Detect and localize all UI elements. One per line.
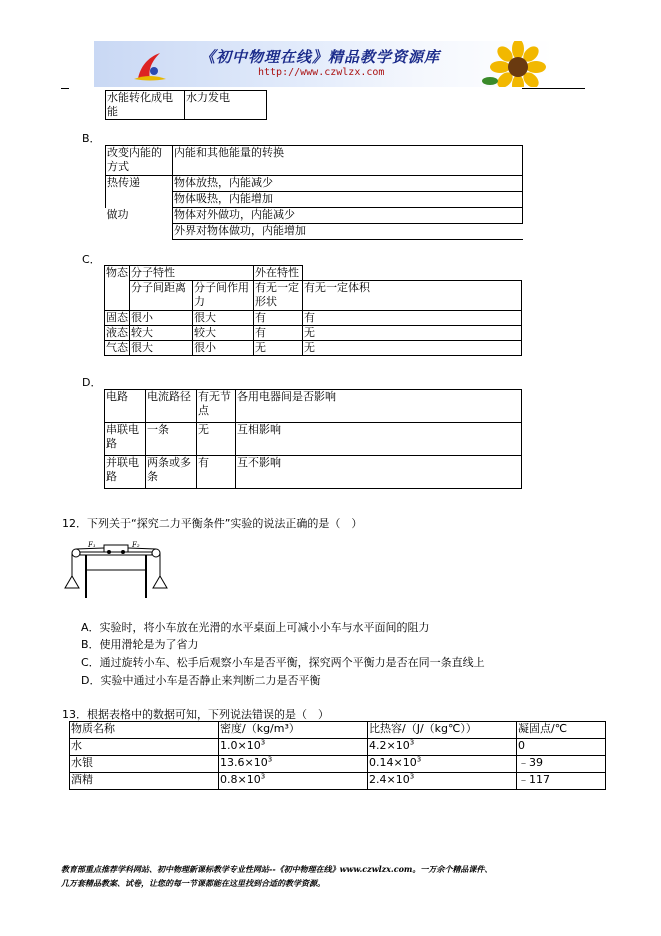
- table-cell: 有无节点: [197, 390, 236, 423]
- table-cell: $4.2\times 10^3$: [368, 739, 517, 756]
- table-cell: 有: [303, 311, 522, 326]
- question-12-option-d: D．实验中通过小车是否静止来判断二力是否平衡: [81, 674, 321, 687]
- table-cell: 有: [254, 311, 303, 326]
- table-cell: 有无一定形状: [254, 281, 303, 311]
- table-header-cell: 凝固点/℃: [517, 722, 606, 739]
- table-cell: 很大: [193, 311, 254, 326]
- table-cell: 互不影响: [236, 456, 522, 489]
- option-b-label: B．: [82, 132, 101, 145]
- table-cell: $0.14\times 10^3$: [368, 756, 517, 773]
- table-cell: 热传递: [106, 176, 173, 208]
- table-header-cell: 密度/（kg/m³）: [219, 722, 368, 739]
- table-cell: 液态: [106, 326, 128, 339]
- question-13-table: [69, 721, 606, 790]
- table-cell: 无: [197, 423, 236, 456]
- question-12-stem: 12．下列关于“探究二力平衡条件”实验的说法正确的是（ ）: [62, 517, 363, 530]
- footer-line-1: 教育部重点推荐学科网站、初中物理新课标教学专业性网站--《初中物理在线》www.czwlzx.com。一万余个精品课件、: [61, 864, 493, 874]
- table-cell: 很小: [130, 311, 193, 326]
- question-12-option-a: A．实验时，将小车放在光滑的水平桌面上可减小小车与水平面间的阻力: [81, 621, 430, 634]
- balance-apparatus-figure: [62, 538, 170, 602]
- table-cell: 固态: [106, 311, 128, 324]
- table-row: [105, 423, 522, 456]
- table-cell: 改变内能的方式: [106, 146, 173, 176]
- force-label-f2: F₂: [132, 541, 140, 549]
- table-row: [106, 176, 523, 192]
- option-c-label: C．: [82, 253, 101, 266]
- table-cell: 酒精: [70, 773, 219, 790]
- table-cell: 很小: [193, 341, 254, 356]
- table-cell: 电路: [105, 390, 146, 423]
- question-13-stem: 13．根据表格中的数据可知，下列说法错误的是（ ）: [62, 708, 329, 721]
- table-cell: [303, 266, 522, 281]
- table-cell: 一条: [146, 423, 197, 456]
- table-cell: 水能转化成电能: [106, 91, 185, 120]
- option-d-table: [104, 389, 522, 489]
- table-cell: 0: [517, 739, 606, 756]
- table-row: [70, 722, 606, 739]
- option-c-table: [104, 265, 522, 356]
- table-row: [105, 281, 522, 311]
- table-row: [105, 311, 522, 326]
- table-row: [70, 773, 606, 790]
- table-cell: $1.0\times 10^3$: [219, 739, 368, 756]
- table-cell: 各用电器间是否影响: [236, 390, 522, 423]
- force-label-f1: F₁: [88, 541, 96, 549]
- banner-title: 《初中物理在线》精品教学资源库: [200, 48, 441, 66]
- table-row: [106, 91, 267, 120]
- table-cell: 有: [197, 456, 236, 489]
- table-row: [105, 266, 522, 281]
- table-cell: 水力发电: [185, 91, 267, 120]
- table-row: [105, 390, 522, 423]
- table-row: [106, 208, 523, 224]
- table-cell: 无: [303, 326, 522, 341]
- table-cell: 内能和其他能量的转换: [173, 146, 523, 176]
- table-cell: 分子间作用力: [193, 281, 254, 311]
- table-cell: 有无一定体积: [303, 281, 522, 311]
- table-cell: 做功: [106, 207, 129, 221]
- table-cell: 气态: [106, 341, 128, 354]
- table-cell: 很大: [130, 341, 193, 356]
- table-cell: 物体吸热，内能增加: [173, 192, 523, 208]
- question-12-option-b: B．使用滑轮是为了省力: [81, 638, 199, 651]
- table-cell: 水: [70, 739, 219, 756]
- table-cell: $0.8\times 10^3$: [219, 773, 368, 790]
- table-cell: 外界对物体做功，内能增加: [173, 224, 523, 240]
- table-cell: 并联电路: [105, 456, 146, 489]
- table-row: [105, 456, 522, 489]
- table-row: [70, 756, 606, 773]
- footer-line-2: 几万套精品教案、试卷，让您的每一节课都能在这里找到合适的教学资源。: [61, 878, 325, 888]
- table-cell: 电流路径: [146, 390, 197, 423]
- table-row: [105, 341, 522, 356]
- table-cell: 互相影响: [236, 423, 522, 456]
- table-header-cell: 物质名称: [70, 722, 219, 739]
- table-cell: 外在特性: [254, 266, 303, 281]
- option-b-table: [105, 145, 523, 240]
- table-cell: 物体放热，内能减少: [173, 176, 523, 192]
- table-cell: 较大: [130, 326, 193, 341]
- table-cell: 无: [254, 341, 303, 356]
- table-header-cell: 比热容/（J/（kg℃））: [368, 722, 517, 739]
- option-d-label: D．: [82, 376, 102, 389]
- table-cell: 有: [254, 326, 303, 341]
- table-cell: 分子特性: [130, 266, 254, 281]
- table-cell: 较大: [193, 326, 254, 341]
- header-rule-right: [522, 88, 585, 89]
- table-cell: ﹣39: [517, 756, 606, 773]
- table-cell: $2.4\times 10^3$: [368, 773, 517, 790]
- option-a-table: [105, 90, 267, 120]
- table-row: [70, 739, 606, 756]
- table-cell: 水银: [70, 756, 219, 773]
- table-cell: ﹣117: [517, 773, 606, 790]
- table-cell: 串联电路: [105, 423, 146, 456]
- table-cell: 无: [303, 341, 522, 356]
- header-banner: [94, 41, 554, 87]
- header-rule-left: [61, 88, 69, 89]
- table-row: [106, 146, 523, 176]
- table-cell: $13.6\times 10^3$: [219, 756, 368, 773]
- site-logo-icon: [130, 49, 170, 83]
- table-cell: 物态: [105, 266, 130, 311]
- table-cell: 两条或多条: [146, 456, 197, 489]
- banner-url: http://www.czwlzx.com: [258, 67, 385, 78]
- sunflower-icon: [482, 41, 554, 87]
- table-cell: 物体对外做功，内能减少: [173, 208, 523, 224]
- table-row: [105, 326, 522, 341]
- question-12-option-c: C．通过旋转小车、松手后观察小车是否平衡，探究两个平衡力是否在同一条直线上: [81, 656, 485, 669]
- table-cell: 分子间距离: [130, 281, 193, 311]
